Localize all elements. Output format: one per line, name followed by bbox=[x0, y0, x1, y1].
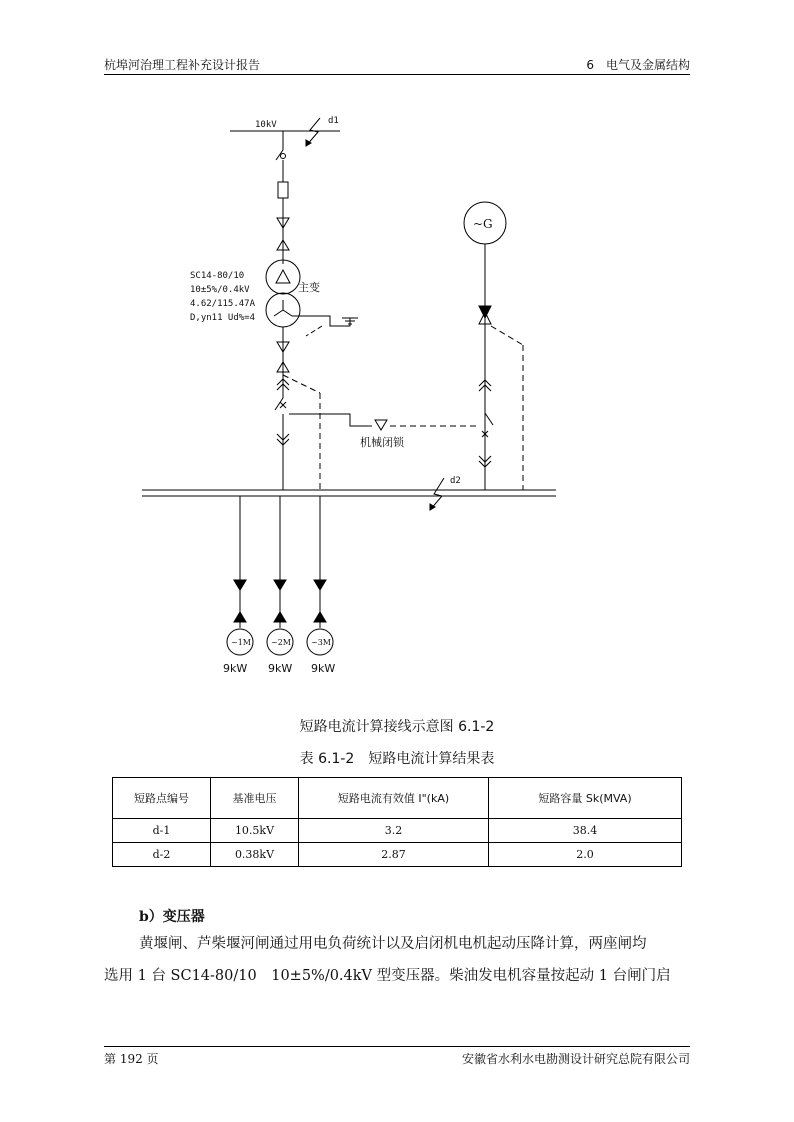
motor-1-power: 9kW bbox=[223, 662, 248, 675]
gen-breaker bbox=[485, 413, 493, 425]
col-header: 短路点编号 bbox=[113, 778, 211, 819]
col-header: 短路容量 Sk(MVA) bbox=[489, 778, 682, 819]
paragraph-line-1: 黄堰闸、芦柴堰河闸通过用电负荷统计以及启闭机电机起动压降计算，两座闸均 bbox=[139, 936, 647, 952]
organization-name: 安徽省水利水电勘测设计研究总院有限公司 bbox=[461, 1052, 690, 1066]
transformer-label: 主变 bbox=[298, 281, 320, 294]
table-caption: 表 6.1-2 短路电流计算结果表 bbox=[299, 751, 495, 767]
table-row: d-2 0.38kV 2.87 2.0 bbox=[113, 843, 682, 867]
motor-branch-2 bbox=[267, 496, 293, 675]
transformer-spec-4: D,yn11 Ud%=4 bbox=[190, 313, 256, 323]
col-header: 基准电压 bbox=[211, 778, 299, 819]
motor-2-power: 9kW bbox=[268, 662, 293, 675]
fuse bbox=[278, 182, 288, 198]
fault-label-d2: d2 bbox=[450, 476, 461, 486]
transformer-spec-3: 4.62/115.47A bbox=[190, 299, 256, 309]
col-header: 短路电流有效值 I"(kA) bbox=[299, 778, 489, 819]
figure-caption: 短路电流计算接线示意图 6.1-2 bbox=[299, 719, 495, 735]
chapter-title: 6 电气及金属结构 bbox=[586, 58, 690, 72]
motor-3-power: 9kW bbox=[311, 662, 336, 675]
section-title: b）变压器 bbox=[139, 909, 205, 925]
generator-label: ~G bbox=[473, 217, 493, 231]
motor-branch-1 bbox=[223, 496, 253, 675]
short-circuit-table bbox=[112, 777, 682, 867]
transformer-primary bbox=[266, 260, 300, 294]
delta-symbol bbox=[276, 270, 290, 283]
paragraph-line-2: 选用 1 台 SC14-80/10 10±5%/0.4kV 型变压器。柴油发电机容量按起动 1 台闸门启 bbox=[104, 968, 671, 984]
svg-text:~3M: ~3M bbox=[311, 638, 331, 647]
interlock-symbol bbox=[375, 420, 387, 430]
table-row: d-1 10.5kV 3.2 38.4 bbox=[113, 819, 682, 843]
svg-text:~1M: ~1M bbox=[231, 638, 251, 647]
bus-voltage-label: 10kV bbox=[255, 120, 277, 130]
page-footer bbox=[104, 1050, 690, 1068]
interlock-label: 机械闭锁 bbox=[360, 436, 404, 449]
transformer-spec-2: 10±5%/0.4kV bbox=[190, 285, 250, 295]
fault-label-d1: d1 bbox=[328, 116, 339, 126]
transformer-spec-1: SC14-80/10 bbox=[190, 271, 245, 281]
motor-branch-3 bbox=[307, 496, 335, 675]
table-header-row bbox=[113, 778, 682, 819]
report-title: 杭埠河治理工程补充设计报告 bbox=[104, 58, 261, 72]
svg-text:~2M: ~2M bbox=[271, 638, 291, 647]
footer-rule bbox=[104, 1046, 690, 1047]
page-number: 第 192 页 bbox=[104, 1052, 159, 1066]
